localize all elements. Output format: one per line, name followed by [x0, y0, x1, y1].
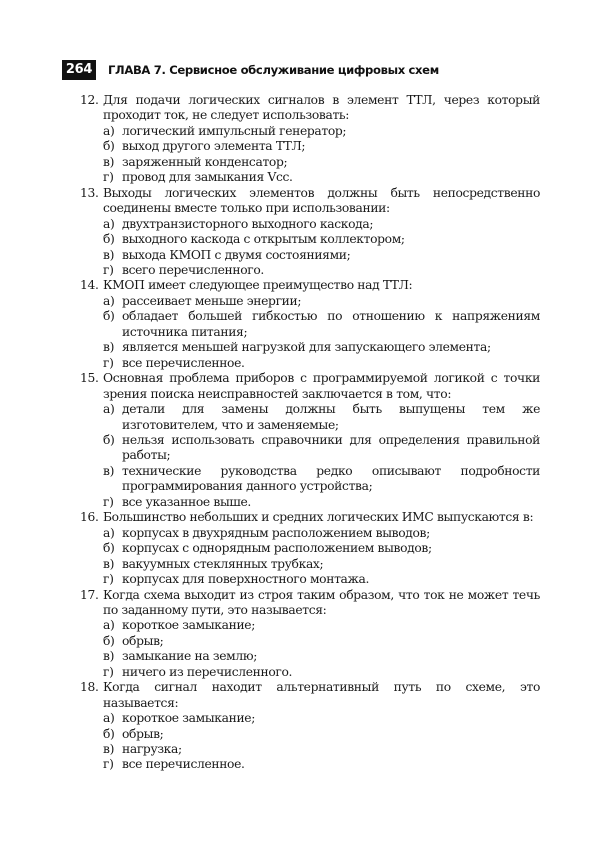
option-letter: б) — [103, 232, 115, 247]
answer-option — [103, 572, 540, 587]
answer-option — [103, 727, 540, 742]
option-text: короткое замыкание; — [122, 711, 256, 726]
question-text: Большинство небольших и средних логических ИМС выпускаются в: — [103, 510, 534, 525]
option-text: корпусах в двухрядным расположением выводов; — [122, 525, 430, 540]
option-letter: б) — [103, 633, 115, 648]
answer-option — [103, 557, 540, 572]
question-13 — [80, 186, 540, 279]
answer-options — [103, 402, 540, 510]
answer-options — [103, 618, 540, 680]
option-text: замыкание на землю; — [122, 649, 257, 664]
answer-option — [103, 139, 540, 154]
answer-option — [103, 155, 540, 170]
question-12 — [80, 93, 540, 186]
option-text: двухтранзисторного выходного каскода; — [122, 216, 374, 231]
option-text: нагрузка; — [122, 742, 182, 757]
option-text: ничего из перечисленного. — [122, 664, 293, 679]
answer-option — [103, 757, 540, 772]
option-letter: а) — [103, 618, 115, 633]
question-number: 18. — [80, 680, 99, 695]
option-letter: г) — [103, 757, 114, 772]
answer-option — [103, 742, 540, 757]
option-text: обрыв; — [122, 726, 164, 741]
question-text: КМОП имеет следующее преимущество над ТТЛ: — [103, 278, 413, 293]
answer-option — [103, 217, 540, 232]
option-letter: в) — [103, 556, 115, 571]
option-letter: б) — [103, 726, 115, 741]
answer-option — [103, 170, 540, 185]
option-text: выходного каскода с открытым коллектором; — [122, 232, 405, 247]
answer-options — [103, 711, 540, 773]
answer-option — [103, 665, 540, 680]
answer-option — [103, 618, 540, 633]
page-number: 264 — [62, 60, 96, 80]
answer-options — [103, 294, 540, 371]
question-14 — [80, 278, 540, 371]
option-letter: а) — [103, 711, 115, 726]
option-text: корпусах с однорядным расположением выводов; — [122, 541, 432, 556]
option-letter: в) — [103, 340, 115, 355]
question-15 — [80, 371, 540, 510]
answer-option — [103, 433, 540, 464]
answer-option — [103, 248, 540, 263]
answer-option — [103, 634, 540, 649]
answer-options — [103, 124, 540, 186]
question-text: Когда схема выходит из строя таким образом, что ток не может течь по заданному пути, это называется: — [103, 587, 540, 617]
answer-option — [103, 340, 540, 355]
option-letter: г) — [103, 355, 114, 370]
option-letter: в) — [103, 154, 115, 169]
option-letter: г) — [103, 262, 114, 277]
answer-options — [103, 526, 540, 588]
question-number: 12. — [80, 93, 99, 107]
answer-option — [103, 711, 540, 726]
answer-option — [103, 495, 540, 510]
option-letter: а) — [103, 216, 115, 231]
option-letter: б) — [103, 541, 115, 556]
answer-options — [103, 217, 540, 279]
question-number: 14. — [80, 278, 99, 293]
option-letter: а) — [103, 123, 115, 138]
answer-option — [103, 294, 540, 309]
option-letter: г) — [103, 664, 114, 679]
option-text: детали для замены должны быть выпущены тем же изготовителем, что и заменяемые; — [122, 402, 540, 432]
answer-option — [103, 263, 540, 278]
option-letter: г) — [103, 572, 114, 587]
chapter-title: ГЛАВА 7. Сервисное обслуживание цифровых схем — [108, 63, 439, 77]
option-text: выход другого элемента ТТЛ; — [122, 139, 306, 154]
question-list — [80, 93, 540, 773]
option-letter: в) — [103, 649, 115, 664]
option-text: провод для замыкания Vcc. — [122, 170, 293, 185]
option-text: все перечисленное. — [122, 757, 245, 772]
answer-option — [103, 402, 540, 433]
answer-option — [103, 309, 540, 340]
answer-option — [103, 124, 540, 139]
question-text: Основная проблема приборов с программируемой логикой с точки зрения поиска неисправностей заключается в том, что: — [103, 371, 540, 401]
question-text: Когда сигнал находит альтернативный путь по схеме, это называется: — [103, 680, 540, 710]
question-text: Выходы логических элементов должны быть непосредственно соединены вместе только при использовании: — [103, 185, 540, 216]
option-letter: а) — [103, 402, 115, 417]
option-text: обрыв; — [122, 633, 164, 648]
question-number: 13. — [80, 185, 99, 200]
running-header — [62, 60, 439, 80]
option-text: является меньшей нагрузкой для запускающего элемента; — [122, 340, 491, 355]
answer-option — [103, 464, 540, 495]
question-number: 17. — [80, 587, 99, 602]
option-text: вакуумных стеклянных трубках; — [122, 556, 324, 571]
option-text: короткое замыкание; — [122, 618, 256, 633]
option-letter: в) — [103, 742, 115, 757]
option-text: выхода КМОП с двумя состояниями; — [122, 247, 351, 262]
option-text: рассеивает меньше энергии; — [122, 293, 302, 308]
option-text: обладает большей гибкостью по отношению к напряжениям источника питания; — [122, 309, 540, 339]
option-letter: в) — [103, 463, 115, 478]
option-text: всего перечисленного. — [122, 262, 264, 277]
option-text: все перечисленное. — [122, 355, 245, 370]
answer-option — [103, 649, 540, 664]
option-letter: г) — [103, 170, 114, 185]
option-letter: б) — [103, 139, 115, 154]
option-letter: б) — [103, 432, 115, 447]
option-text: корпусах для поверхностного монтажа. — [122, 572, 370, 587]
answer-option — [103, 541, 540, 556]
option-text: заряженный конденсатор; — [122, 154, 288, 169]
option-letter: а) — [103, 525, 115, 540]
option-text: нельзя использовать справочники для определения правильной работы; — [122, 432, 540, 463]
question-number: 15. — [80, 371, 99, 386]
question-17 — [80, 588, 540, 681]
option-letter: в) — [103, 247, 115, 262]
option-letter: б) — [103, 309, 115, 324]
question-16 — [80, 510, 540, 587]
option-letter: г) — [103, 494, 114, 509]
answer-option — [103, 356, 540, 371]
question-text: Для подачи логических сигналов в элемент ТТЛ, через который проходит ток, не следует использовать: — [103, 93, 540, 123]
option-text: технические руководства редко описывают подробности программирования данного устройства; — [122, 463, 540, 494]
option-letter: а) — [103, 293, 115, 308]
option-text: логический импульсный генератор; — [122, 123, 347, 138]
option-text: все указанное выше. — [122, 494, 251, 509]
answer-option — [103, 526, 540, 541]
answer-option — [103, 232, 540, 247]
question-number: 16. — [80, 510, 99, 525]
question-18 — [80, 680, 540, 773]
